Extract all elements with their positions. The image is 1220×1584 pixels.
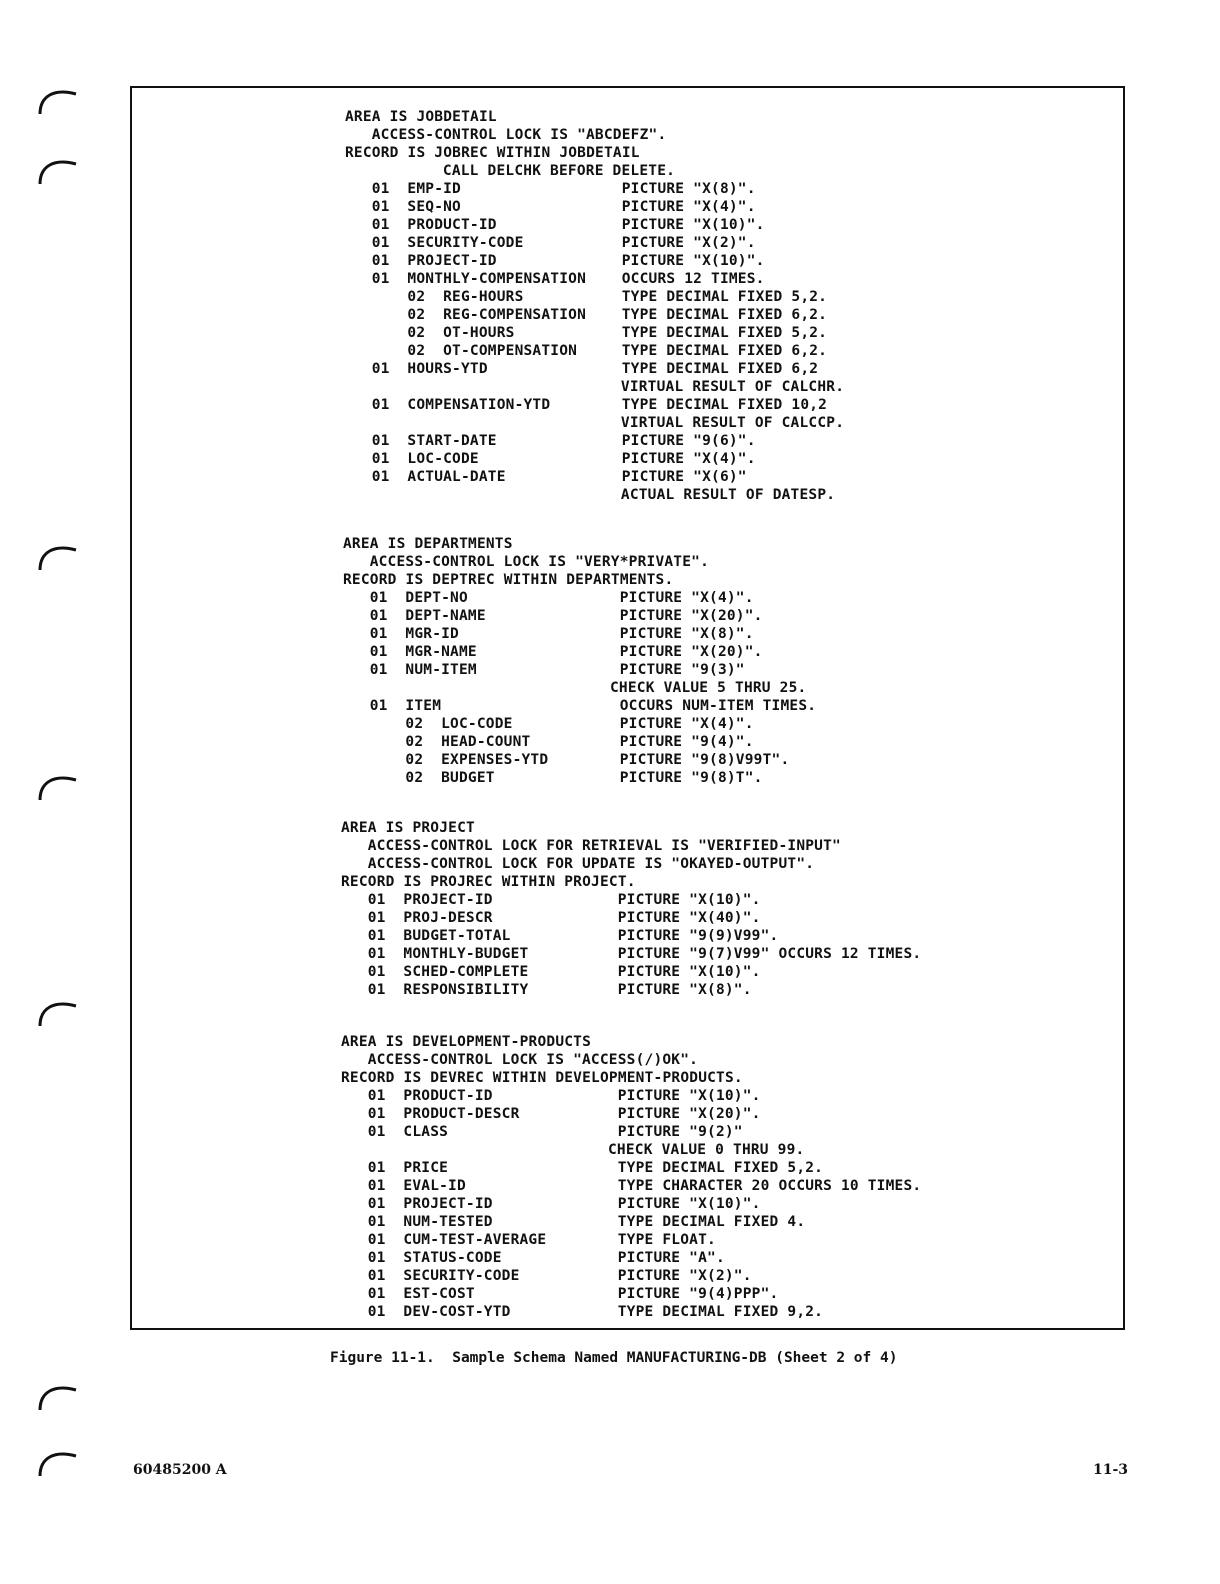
schema-line: ACCESS-CONTROL LOCK IS "ACCESS(/)OK".	[367, 1052, 699, 1068]
figure-caption: Figure 11-1. Sample Schema Named MANUFACTURING-DB (Sheet 2 of 4)	[330, 1350, 898, 1366]
schema-line: AREA IS DEVELOPMENT-PRODUCTS	[341, 1034, 592, 1050]
schema-line: 01 SECURITY-CODE PICTURE "X(2)".	[371, 235, 756, 251]
schema-line: 01 ACTUAL-DATE PICTURE "X(6)"	[371, 469, 747, 485]
binder-hole-mark	[36, 538, 80, 572]
schema-line: 02 OT-COMPENSATION TYPE DECIMAL FIXED 6,2.	[371, 343, 828, 359]
schema-line: ACTUAL RESULT OF DATESP.	[620, 487, 836, 503]
schema-line: 01 MONTHLY-COMPENSATION OCCURS 12 TIMES.	[371, 271, 765, 287]
binder-hole-mark	[36, 1378, 80, 1412]
schema-line: 01 PRICE TYPE DECIMAL FIXED 5,2.	[367, 1160, 824, 1176]
schema-line: 01 PRODUCT-ID PICTURE "X(10)".	[371, 217, 765, 233]
schema-line: ACCESS-CONTROL LOCK IS "ABCDEFZ".	[371, 127, 667, 143]
schema-line: 01 HOURS-YTD TYPE DECIMAL FIXED 6,2	[371, 361, 819, 377]
schema-line: 01 MGR-ID PICTURE "X(8)".	[369, 626, 754, 642]
schema-line: 01 SECURITY-CODE PICTURE "X(2)".	[367, 1268, 752, 1284]
document-number: 60485200 A	[133, 1462, 227, 1478]
schema-line: 01 START-DATE PICTURE "9(6)".	[371, 433, 756, 449]
schema-line: 01 ITEM OCCURS NUM-ITEM TIMES.	[369, 698, 817, 714]
schema-line: 01 SCHED-COMPLETE PICTURE "X(10)".	[367, 964, 761, 980]
schema-line: 01 NUM-TESTED TYPE DECIMAL FIXED 4.	[367, 1214, 806, 1230]
schema-line: 01 MGR-NAME PICTURE "X(20)".	[369, 644, 763, 660]
schema-line: 01 DEV-COST-YTD TYPE DECIMAL FIXED 9,2.	[367, 1304, 824, 1320]
schema-line: 01 CUM-TEST-AVERAGE TYPE FLOAT.	[367, 1232, 716, 1248]
schema-line: CALL DELCHK BEFORE DELETE.	[442, 163, 676, 179]
binder-hole-mark	[36, 82, 80, 116]
schema-line: RECORD IS DEVREC WITHIN DEVELOPMENT-PRODUCTS.	[341, 1070, 743, 1086]
schema-line: 02 HEAD-COUNT PICTURE "9(4)".	[369, 734, 754, 750]
schema-line: RECORD IS PROJREC WITHIN PROJECT.	[341, 874, 636, 890]
schema-line: 01 PRODUCT-DESCR PICTURE "X(20)".	[367, 1106, 761, 1122]
binder-hole-mark	[36, 768, 80, 802]
schema-line: 01 NUM-ITEM PICTURE "9(3)"	[369, 662, 745, 678]
schema-line: 02 OT-HOURS TYPE DECIMAL FIXED 5,2.	[371, 325, 828, 341]
schema-line: 01 PROJECT-ID PICTURE "X(10)".	[367, 892, 761, 908]
schema-line: 01 DEPT-NAME PICTURE "X(20)".	[369, 608, 763, 624]
schema-line: ACCESS-CONTROL LOCK FOR RETRIEVAL IS "VERIFIED-INPUT"	[367, 838, 841, 854]
schema-line: RECORD IS DEPTREC WITHIN DEPARTMENTS.	[343, 572, 674, 588]
schema-line: 01 COMPENSATION-YTD TYPE DECIMAL FIXED 10,2	[371, 397, 828, 413]
schema-line: 01 CLASS PICTURE "9(2)"	[367, 1124, 743, 1140]
schema-line: 02 BUDGET PICTURE "9(8)T".	[369, 770, 763, 786]
schema-line: 01 STATUS-CODE PICTURE "A".	[367, 1250, 725, 1266]
schema-line: CHECK VALUE 0 THRU 99.	[608, 1142, 805, 1158]
schema-line: 02 EXPENSES-YTD PICTURE "9(8)V99T".	[369, 752, 790, 768]
figure-frame	[130, 86, 1125, 1330]
schema-line: 02 REG-COMPENSATION TYPE DECIMAL FIXED 6,2.	[371, 307, 828, 323]
schema-line: 01 PROJ-DESCR PICTURE "X(40)".	[367, 910, 761, 926]
schema-line: VIRTUAL RESULT OF CALCHR.	[620, 379, 845, 395]
schema-line: 02 LOC-CODE PICTURE "X(4)".	[369, 716, 754, 732]
schema-line: 01 SEQ-NO PICTURE "X(4)".	[371, 199, 756, 215]
schema-line: CHECK VALUE 5 THRU 25.	[610, 680, 807, 696]
schema-line: AREA IS PROJECT	[341, 820, 475, 836]
schema-line: 01 BUDGET-TOTAL PICTURE "9(9)V99".	[367, 928, 779, 944]
schema-line: 01 PROJECT-ID PICTURE "X(10)".	[367, 1196, 761, 1212]
schema-line: 01 PROJECT-ID PICTURE "X(10)".	[371, 253, 765, 269]
schema-line: 01 EVAL-ID TYPE CHARACTER 20 OCCURS 10 TIMES.	[367, 1178, 922, 1194]
schema-line: VIRTUAL RESULT OF CALCCP.	[620, 415, 845, 431]
schema-line: 02 REG-HOURS TYPE DECIMAL FIXED 5,2.	[371, 289, 828, 305]
schema-line: 01 RESPONSIBILITY PICTURE "X(8)".	[367, 982, 752, 998]
schema-line: AREA IS JOBDETAIL	[345, 109, 497, 125]
schema-line: 01 EMP-ID PICTURE "X(8)".	[371, 181, 756, 197]
schema-line: RECORD IS JOBREC WITHIN JOBDETAIL	[345, 145, 640, 161]
schema-line: ACCESS-CONTROL LOCK IS "VERY*PRIVATE".	[369, 554, 710, 570]
schema-line: 01 DEPT-NO PICTURE "X(4)".	[369, 590, 754, 606]
schema-line: 01 MONTHLY-BUDGET PICTURE "9(7)V99" OCCURS 12 TIMES.	[367, 946, 922, 962]
schema-line: 01 EST-COST PICTURE "9(4)PPP".	[367, 1286, 779, 1302]
binder-hole-mark	[36, 152, 80, 186]
binder-hole-mark	[36, 1444, 80, 1478]
schema-line: AREA IS DEPARTMENTS	[343, 536, 513, 552]
schema-line: ACCESS-CONTROL LOCK FOR UPDATE IS "OKAYED-OUTPUT".	[367, 856, 815, 872]
binder-hole-mark	[36, 994, 80, 1028]
schema-line: 01 PRODUCT-ID PICTURE "X(10)".	[367, 1088, 761, 1104]
schema-line: 01 LOC-CODE PICTURE "X(4)".	[371, 451, 756, 467]
page-number: 11-3	[1093, 1462, 1129, 1478]
